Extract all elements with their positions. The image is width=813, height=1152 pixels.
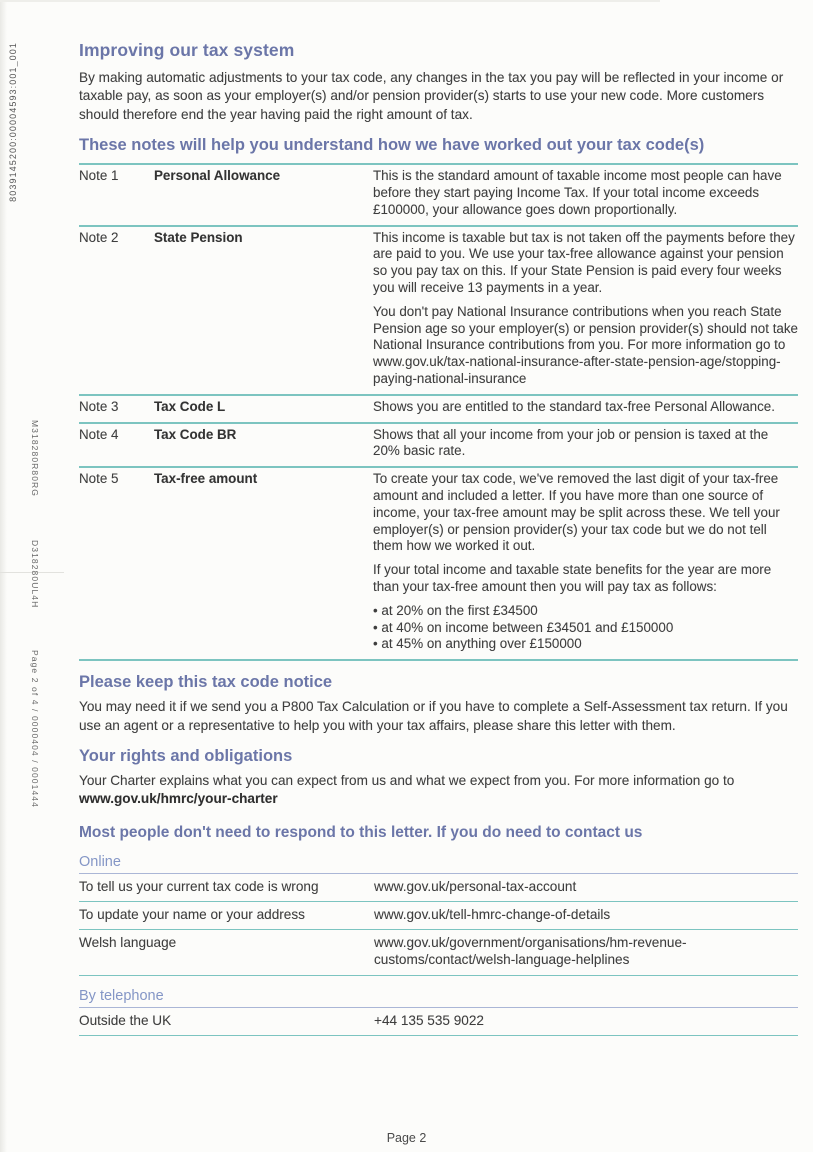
subheading-by-telephone: By telephone [79, 988, 798, 1008]
table-row [79, 165, 798, 226]
scan-edge-artifact [0, 0, 660, 2]
note-paragraph: To create your tax code, we've removed the last digit of your tax-free amount and included a letter. If you have more than one source of income, your tax-free amount may be split across these. We tell your employer(s) or pension provider(s) your tax code but we do not tell them how we worked it out. [373, 471, 780, 554]
letter-page [79, 40, 798, 1036]
table-row [79, 1008, 798, 1036]
bullet-item: • at 40% on income between £34501 and £150000 [373, 619, 674, 635]
note-paragraph: You don't pay National Insurance contributions when you reach State Pension age so your employer(s) or pension provider(s) should not take National Insurance contributions from you. For more information go to www.gov.uk/tax-national-insurance-after-state-pension-age/stopping-paying-national-insurance [373, 303, 799, 386]
telephone-contact-table [79, 1008, 798, 1036]
note-term: Personal Allowance [154, 168, 281, 184]
contact-phone-number: +44 135 535 9022 [374, 1012, 484, 1028]
table-row [79, 874, 798, 902]
rights-text: Your Charter explains what you can expect from us and what we expect from you. For more information go to [79, 772, 735, 788]
note-description [373, 230, 798, 388]
subheading-online: Online [79, 854, 798, 874]
note-term: Tax Code BR [154, 426, 237, 442]
contact-label: To update your name or your address [79, 906, 305, 922]
table-row [79, 930, 798, 975]
note-number: Note 3 [79, 398, 119, 414]
section-title-improving-tax-system: Improving our tax system [79, 40, 295, 60]
section-title-rights: Your rights and obligations [79, 746, 293, 765]
contact-label: Outside the UK [79, 1012, 172, 1028]
note-description [373, 168, 798, 218]
online-contact-table [79, 874, 798, 976]
tax-code-notes-table [79, 163, 798, 661]
note-paragraph: This is the standard amount of taxable income most people can have before they start paying Income Tax. If your total income exceeds £100000, your allowance goes down proportionally. [373, 168, 782, 217]
note-paragraph: Shows that all your income from your job or pension is taxed at the 20% basic rate. [373, 426, 769, 459]
note-description [373, 471, 798, 653]
margin-print-code-2: D318280UL4H [30, 540, 40, 609]
rights-paragraph [79, 772, 798, 809]
margin-print-code-1: M318280R80RG [30, 420, 40, 497]
improving-paragraph: By making automatic adjustments to your tax code, any changes in the tax you pay will be reflected in your income or taxable pay, as soon as your employer(s) and/or pension provider(s) starts to use your new code. More customers should therefore end the year having paid the right amount of tax. [79, 70, 784, 122]
table-row [79, 227, 798, 396]
note-description [373, 399, 798, 416]
margin-page-info: Page 2 of 4 / 0000404 / 0001444 [30, 650, 40, 808]
charter-url: www.gov.uk/hmrc/your-charter [79, 791, 278, 807]
scan-edge-artifact [0, 0, 7, 1152]
contact-label: To tell us your current tax code is wrong [79, 878, 319, 894]
contact-url: www.gov.uk/tell-hmrc-change-of-details [374, 906, 611, 922]
note-number: Note 5 [79, 471, 119, 487]
table-row [79, 396, 798, 424]
section-title-keep-notice: Please keep this tax code notice [79, 673, 333, 692]
margin-barcode-text: 8039145200:00004593:001_001 [8, 42, 18, 202]
tax-rate-bullet-list [373, 603, 798, 653]
note-description [373, 427, 798, 461]
note-term: Tax-free amount [154, 471, 258, 487]
table-row [79, 424, 798, 469]
contact-url: www.gov.uk/government/organisations/hm-revenue-customs/contact/welsh-language-helplines [374, 935, 687, 968]
bullet-item: • at 20% on the first £34500 [373, 602, 538, 618]
note-paragraph: Shows you are entitled to the standard tax-free Personal Allowance. [373, 398, 775, 414]
table-row [79, 902, 798, 930]
note-number: Note 1 [79, 168, 119, 184]
section-title-notes: These notes will help you understand how we have worked out your tax code(s) [79, 136, 705, 155]
bullet-item: • at 45% on anything over £150000 [373, 636, 582, 652]
note-number: Note 4 [79, 426, 119, 442]
note-paragraph: This income is taxable but tax is not taken off the payments before they are paid to you. We use your tax-free allowance against your pension so you pay tax on this. If your State Pension is paid every four weeks you will receive 13 payments in a year. [373, 229, 795, 295]
note-number: Note 2 [79, 229, 119, 245]
page-number: Page 2 [386, 1131, 427, 1145]
table-row [79, 468, 798, 661]
note-term: State Pension [154, 229, 243, 245]
contact-url: www.gov.uk/personal-tax-account [374, 878, 577, 894]
contact-label: Welsh language [79, 935, 177, 951]
note-term: Tax Code L [154, 398, 226, 414]
keep-notice-paragraph: You may need it if we send you a P800 Tax Calculation or if you have to complete a Self-Assessment tax return. If you use an agent or a representative to help you with your tax affairs, please share this letter with them. [79, 699, 788, 733]
note-paragraph: If your total income and taxable state benefits for the year are more than your tax-free amount then you will pay tax as follows: [373, 562, 772, 594]
section-title-contact: Most people don't need to respond to this letter. If you do need to contact us [79, 823, 643, 841]
